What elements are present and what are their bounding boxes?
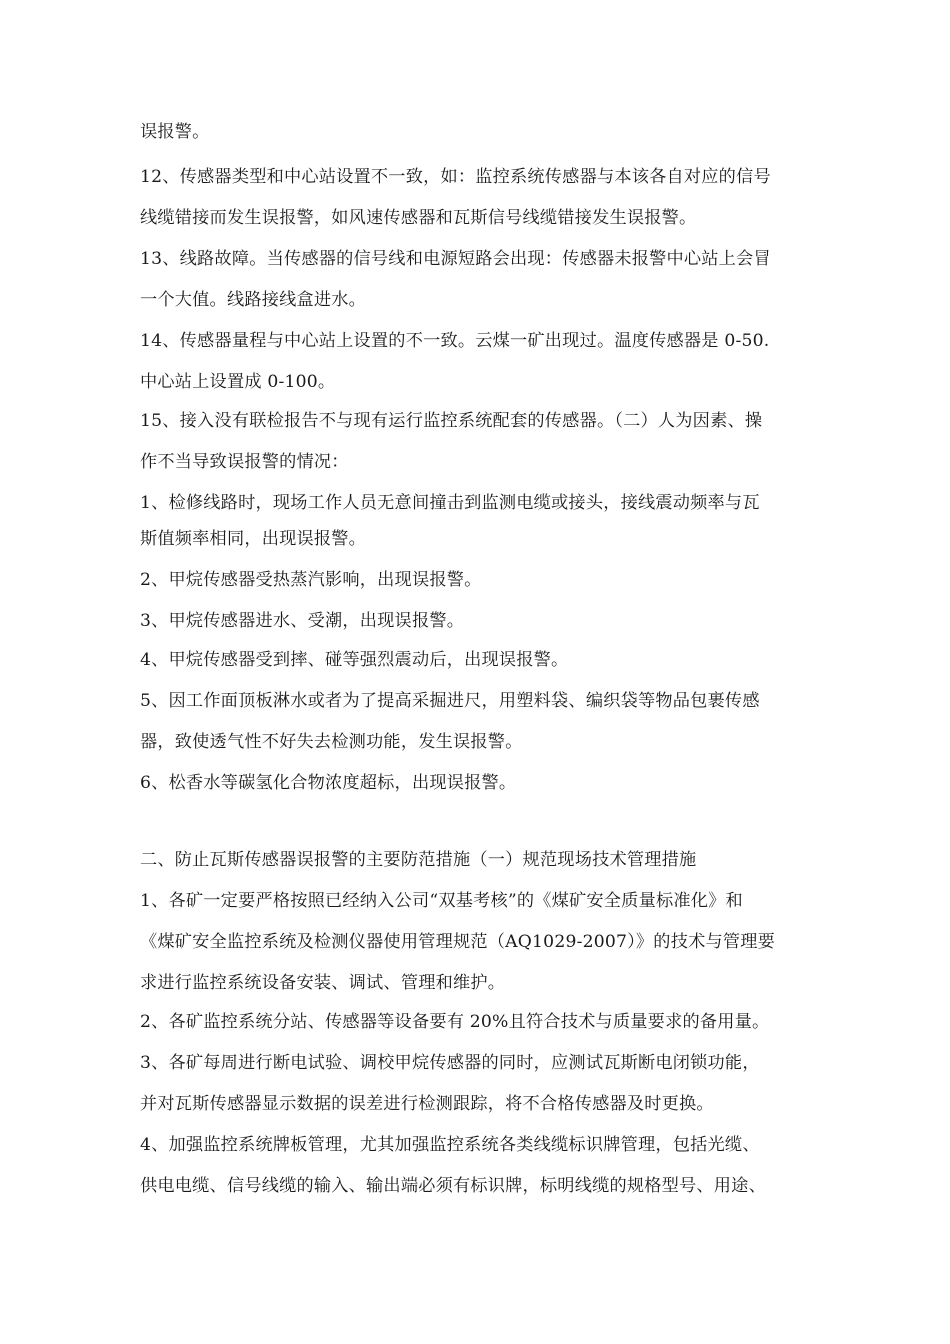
text-line: 斯值频率相同，出现误报警。 — [140, 529, 367, 549]
text-line: 15、接入没有联检报告不与现有运行监控系统配套的传感器。（二）人为因素、操 — [140, 411, 763, 431]
text-line: 4、甲烷传感器受到摔、碰等强烈震动后，出现误报警。 — [140, 650, 569, 670]
text-line: 2、各矿监控系统分站、传感器等设备要有 20%且符合技术与质量要求的备用量。 — [140, 1012, 770, 1032]
text-line: 5、因工作面顶板淋水或者为了提高采掘进尺，用塑料袋、编织袋等物品包裹传感 — [140, 691, 760, 711]
text-line: 并对瓦斯传感器显示数据的误差进行检测跟踪，将不合格传感器及时更换。 — [140, 1094, 714, 1114]
text-line: 2、甲烷传感器受热蒸汽影响，出现误报警。 — [140, 570, 482, 590]
text-line: 4、加强监控系统牌板管理，尤其加强监控系统各类线缆标识牌管理，包括光缆、 — [140, 1135, 760, 1155]
text-line: 中心站上设置成 0-100。 — [140, 372, 336, 392]
text-line: 供电电缆、信号线缆的输入、输出端必须有标识牌，标明线缆的规格型号、用途、 — [140, 1176, 766, 1196]
text-line: 一个大值。线路接线盒进水。 — [140, 290, 367, 310]
text-line: 误报警。 — [140, 122, 210, 142]
text-line: 求进行监控系统设备安装、调试、管理和维护。 — [140, 973, 506, 993]
text-line: 14、传感器量程与中心站上设置的不一致。云煤一矿出现过。温度传感器是 0-50. — [140, 331, 770, 351]
text-line: 《煤矿安全监控系统及检测仪器使用管理规范（AQ1029-2007）》的技术与管理要 — [140, 932, 776, 952]
text-line: 1、各矿一定要严格按照已经纳入公司“双基考核”的《煤矿安全质量标准化》和 — [140, 891, 743, 911]
text-line: 1、检修线路时，现场工作人员无意间撞击到监测电缆或接头，接线震动频率与瓦 — [140, 493, 760, 513]
text-line: 3、各矿每周进行断电试验、调校甲烷传感器的同时，应测试瓦斯断电闭锁功能， — [140, 1053, 760, 1073]
text-line: 3、甲烷传感器进水、受潮，出现误报警。 — [140, 611, 465, 631]
text-line: 器，致使透气性不好失去检测功能，发生误报警。 — [140, 732, 523, 752]
text-line: 6、松香水等碳氢化合物浓度超标，出现误报警。 — [140, 773, 517, 793]
text-line: 12、传感器类型和中心站设置不一致，如：监控系统传感器与本该各自对应的信号 — [140, 167, 771, 187]
text-line: 线缆错接而发生误报警，如风速传感器和瓦斯信号线缆错接发生误报警。 — [140, 208, 697, 228]
section-heading: 二、防止瓦斯传感器误报警的主要防范措施（一）规范现场技术管理措施 — [140, 850, 697, 870]
text-line: 作不当导致误报警的情况： — [140, 452, 349, 472]
text-line: 13、线路故障。当传感器的信号线和电源短路会出现：传感器未报警中心站上会冒 — [140, 249, 771, 269]
